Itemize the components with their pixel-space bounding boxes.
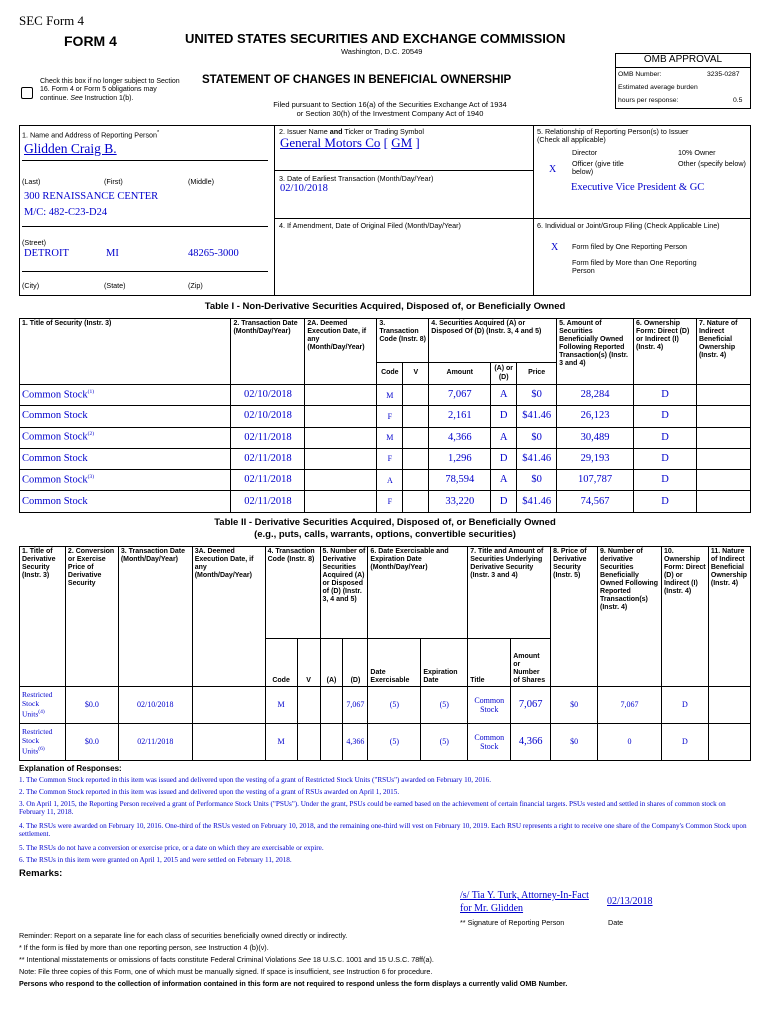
t2-h-amt-sub: Amount or Number of Shares <box>511 639 551 687</box>
t2-h-title: 1. Title of Derivative Security (Instr. 3) <box>20 547 66 687</box>
t1-date: 02/11/2018 <box>231 448 305 469</box>
t1-h-deemed: 2A. Deemed Execution Date, if any (Month/Day/Year) <box>305 319 377 385</box>
t2-owned: 7,067 <box>598 687 662 724</box>
t1-amount: 2,161 <box>429 406 491 427</box>
t2-v <box>297 687 320 724</box>
t1-nature <box>696 491 750 512</box>
t2-owned: 0 <box>598 724 662 761</box>
t2-dprice: $0 <box>551 687 598 724</box>
t1-v <box>403 385 429 406</box>
explanation-note: 3. On April 1, 2015, the Reporting Person received a grant of Performance Stock Units ("PSUs"). Under the grant, PSUs could be earned based on the achievement of certain financial targets. PSUs vested and settled in shares of common stock on February 11, 2018. <box>19 800 726 817</box>
t1-price: $0 <box>517 470 557 491</box>
footer-star: * If the form is filed by more than one reporting person, see Instruction 4 (b)(v). <box>19 943 269 952</box>
t2-deemed <box>192 724 265 761</box>
t1-v <box>403 448 429 469</box>
issuer-name[interactable]: General Motors Co [ GM ] <box>280 135 420 150</box>
t1-v <box>403 406 429 427</box>
t1-nature <box>696 427 750 448</box>
state-value: MI <box>106 248 119 259</box>
t2-form: D <box>661 687 708 724</box>
other-option[interactable]: Other (specify below) <box>678 159 746 168</box>
t2-deemed <box>192 687 265 724</box>
t2-form: D <box>661 724 708 761</box>
t1-form: D <box>634 406 697 427</box>
t1-title-cell <box>20 406 231 427</box>
t1-ad: A <box>491 427 517 448</box>
agency-city: Washington, D.C. 20549 <box>341 47 423 56</box>
t1-price: $41.46 <box>517 448 557 469</box>
t2-d: 7,067 <box>343 687 368 724</box>
t2-nature <box>708 724 750 761</box>
t1-date: 02/11/2018 <box>231 491 305 512</box>
t1-price: $0 <box>517 427 557 448</box>
t2-h-exercisable: 6. Date Exercisable and Expiration Date (Month/Day/Year) <box>368 547 468 639</box>
t2-exer: (5) <box>368 687 421 724</box>
form-title: FORM 4 <box>64 33 117 49</box>
t1-h-code-sub: Code <box>377 363 403 385</box>
t1-h-v-sub: V <box>403 363 429 385</box>
table1-title: Table I - Non-Derivative Securities Acquired, Disposed of, or Beneficially Owned <box>204 301 566 312</box>
t1-form: D <box>634 385 697 406</box>
t2-a <box>320 687 343 724</box>
footnote-ref: (3) <box>87 474 95 481</box>
date-label: Date <box>608 918 624 927</box>
t2-h-exp-sub: Expiration Date <box>421 639 468 687</box>
t2-exp: (5) <box>421 724 468 761</box>
t2-h-owned: 9. Number of derivative Securities Beneficially Owned Following Reported Transaction(s) (Instr. 4) <box>598 547 662 687</box>
t1-h-title: 1. Title of Security (Instr. 3) <box>20 319 231 385</box>
t2-dprice: $0 <box>551 724 598 761</box>
t1-ad: A <box>491 385 517 406</box>
t2-h-d-sub: (D) <box>343 639 368 687</box>
table-row <box>20 687 751 724</box>
t1-price: $41.46 <box>517 406 557 427</box>
t1-h-code: 3. Transaction Code (Instr. 8) <box>377 319 429 363</box>
t2-code: M <box>265 724 297 761</box>
t2-h-underlying: 7. Title and Amount of Securities Underlying Derivative Security (Instr. 3 and 4) <box>468 547 551 639</box>
security-title: Common Stock <box>22 410 88 422</box>
t1-amount: 78,594 <box>429 470 491 491</box>
t1-form: D <box>634 448 697 469</box>
signature-label: ** Signature of Reporting Person <box>460 918 565 927</box>
t1-amount: 1,296 <box>429 448 491 469</box>
signature: /s/ Tia Y. Turk, Attorney-In-Fact for Mr. Glidden <box>460 890 589 914</box>
table-row <box>20 448 751 469</box>
t1-code: M <box>377 427 403 448</box>
t1-nature <box>696 470 750 491</box>
city-label: (City) <box>22 281 40 290</box>
footnote-ref: (1) <box>87 388 95 395</box>
multiple-person-option[interactable]: Form filed by More than One Reporting Person <box>572 258 697 276</box>
t1-owned: 74,567 <box>557 491 634 512</box>
t2-price: $0.0 <box>65 687 118 724</box>
t1-h-nature: 7. Nature of Indirect Beneficial Ownership (Instr. 4) <box>696 319 750 385</box>
table2-subtitle: (e.g., puts, calls, warrants, options, convertible securities) <box>254 529 516 540</box>
t2-h-price: 2. Conversion or Exercise Price of Derivative Security <box>65 547 118 687</box>
officer-title: Executive Vice President & GC <box>571 182 705 193</box>
t1-form: D <box>634 491 697 512</box>
footnote-ref: (2) <box>87 431 95 438</box>
footer-note: Note: File three copies of this Form, one of which must be manually signed. If space is insufficient, see Instruction 6 for procedure. <box>19 967 433 976</box>
t1-form: D <box>634 427 697 448</box>
t2-exp: (5) <box>421 687 468 724</box>
statement-title: STATEMENT OF CHANGES IN BENEFICIAL OWNERSHIP <box>202 74 512 86</box>
t1-date: 02/11/2018 <box>231 427 305 448</box>
t2-under: Common Stock <box>468 724 511 761</box>
remarks-title: Remarks: <box>19 868 63 879</box>
agency-name: UNITED STATES SECURITIES AND EXCHANGE COMMISSION <box>185 31 566 46</box>
t1-ad: D <box>491 448 517 469</box>
table-row <box>20 724 751 761</box>
derivative-title: Restricted Stock Units <box>22 690 53 719</box>
derivative-title: Restricted Stock Units <box>22 727 53 756</box>
reporting-person-name[interactable]: Glidden Craig B. <box>24 141 117 156</box>
explanation-note: 1. The Common Stock reported in this item was issued and delivered upon the vesting of a grant of Restricted Stock Units ("RSUs") awarded on February 10, 2016. <box>19 776 492 784</box>
one-person-check[interactable]: X <box>551 242 559 253</box>
city-value: DETROIT <box>24 248 69 259</box>
table-row <box>20 385 751 406</box>
t2-h-ttl-sub: Title <box>468 639 511 687</box>
earliest-date: 02/10/2018 <box>280 183 328 194</box>
t1-title-cell <box>20 448 231 469</box>
t2-date: 02/11/2018 <box>118 724 192 761</box>
t1-ad: D <box>491 491 517 512</box>
relationship-label: 5. Relationship of Reporting Person(s) to Issuer (Check all applicable) <box>537 127 689 145</box>
t1-h-price-sub: Price <box>517 363 557 385</box>
t1-date: 02/10/2018 <box>231 406 305 427</box>
omb-hours: 0.5 <box>733 97 743 104</box>
table-row <box>20 491 751 512</box>
middle-label: (Middle) <box>188 177 214 186</box>
omb-title: OMB APPROVAL <box>643 54 723 65</box>
t1-amount: 7,067 <box>429 385 491 406</box>
t2-h-v-sub: V <box>297 639 320 687</box>
t1-ad: A <box>491 470 517 491</box>
t1-nature <box>696 406 750 427</box>
table-row <box>20 406 751 427</box>
section16-text: Check this box if no longer subject to Section 16. Form 4 or Form 5 obligations may continue. See Instruction 1(b). <box>40 78 180 102</box>
omb-hours-label: hours per response: <box>618 97 679 104</box>
t1-amount: 33,220 <box>429 491 491 512</box>
footer-reminder: Reminder: Report on a separate line for each class of securities beneficially owned directly or indirectly. <box>19 931 348 940</box>
t1-owned: 30,489 <box>557 427 634 448</box>
footer-omb: Persons who respond to the collection of information contained in this form are not required to respond unless the form displays a currently valid OMB Number. <box>19 979 568 988</box>
t1-title-cell <box>20 470 231 491</box>
t2-h-number: 5. Number of Derivative Securities Acquired (A) or Disposed of (D) (Instr. 3, 4 and 5) <box>320 547 368 639</box>
security-title: Common Stock <box>22 495 88 507</box>
t2-h-code-sub: Code <box>265 639 297 687</box>
t1-deemed <box>305 470 377 491</box>
t1-deemed <box>305 406 377 427</box>
t1-v <box>403 470 429 491</box>
one-person-option[interactable]: Form filed by One Reporting Person <box>572 242 688 251</box>
t2-title-cell <box>20 724 66 761</box>
t2-under: Common Stock <box>468 687 511 724</box>
explanation-note: 4. The RSUs were awarded on February 10, 2016. One-third of the RSUs vested on February 10, 2018, and the remaining one-third will vest on February 10, 2019. Each RSU represents a right to receive one share of the Company's Common Stock upon settlement. <box>19 822 747 839</box>
t2-h-date: 3. Transaction Date (Month/Day/Year) <box>118 547 192 687</box>
t1-h-securities: 4. Securities Acquired (A) or Disposed Of (D) (Instr. 3, 4 and 5) <box>429 319 557 363</box>
t1-h-date: 2. Transaction Date (Month/Day/Year) <box>231 319 305 385</box>
t2-h-nature: 11. Nature of Indirect Beneficial Ownership (Instr. 4) <box>708 547 750 687</box>
first-label: (First) <box>104 177 123 186</box>
section16-checkbox[interactable] <box>21 87 33 99</box>
t1-deemed <box>305 385 377 406</box>
security-title: Common Stock <box>22 431 88 443</box>
zip-value: 48265-3000 <box>188 248 239 259</box>
table-row <box>20 470 751 491</box>
security-title: Common Stock <box>22 389 88 401</box>
table-row <box>20 427 751 448</box>
t1-owned: 26,123 <box>557 406 634 427</box>
zip-label: (Zip) <box>188 281 203 290</box>
t1-price: $0 <box>517 385 557 406</box>
table1 <box>19 318 751 513</box>
table2 <box>19 546 751 761</box>
t2-h-dprice: 8. Price of Derivative Security (Instr. 5) <box>551 547 598 687</box>
t1-owned: 28,284 <box>557 385 634 406</box>
omb-number: 3235-0287 <box>707 71 740 78</box>
address-line-1: 300 RENAISSANCE CENTER <box>24 191 159 202</box>
earliest-date-label: 3. Date of Earliest Transaction (Month/Day/Year) <box>279 174 434 183</box>
t1-owned: 107,787 <box>557 470 634 491</box>
t1-date: 02/10/2018 <box>231 385 305 406</box>
footnote-ref: (4) <box>38 708 45 715</box>
security-title: Common Stock <box>22 453 88 464</box>
t1-title-cell <box>20 491 231 512</box>
t1-title-cell <box>20 385 231 406</box>
footer-violations: ** Intentional misstatements or omissions of facts constitute Federal Criminal Violations See 18 U.S.C. 1001 and 15 U.S.C. 78ff(a). <box>19 955 434 964</box>
filed-pursuant-1: Filed pursuant to Section 16(a) of the Securities Exchange Act of 1934 <box>273 100 507 109</box>
table2-title: Table II - Derivative Securities Acquired, Disposed of, or Beneficially Owned <box>214 517 556 528</box>
t2-nature <box>708 687 750 724</box>
reporting-person-label: 1. Name and Address of Reporting Person* <box>22 130 160 140</box>
t1-nature <box>696 448 750 469</box>
owner-option[interactable]: 10% Owner <box>678 148 716 157</box>
t1-h-owned: 5. Amount of Securities Beneficially Owned Following Reported Transaction(s) (Instr. 3 and 4) <box>557 319 634 385</box>
explanation-note: 2. The Common Stock reported in this item was issued and delivered upon the vesting of a grant of RSUs awarded on April 1, 2015. <box>19 788 400 796</box>
t2-h-deemed: 3A. Deemed Execution Date, if any (Month/Day/Year) <box>192 547 265 687</box>
t1-deemed <box>305 491 377 512</box>
footnote-ref: (6) <box>38 745 45 752</box>
address-line-2: M/C: 482-C23-D24 <box>24 207 108 218</box>
t2-date: 02/10/2018 <box>118 687 192 724</box>
t1-v <box>403 427 429 448</box>
t2-h-exer-sub: Date Exercisable <box>368 639 421 687</box>
t1-deemed <box>305 427 377 448</box>
security-title: Common Stock <box>22 474 88 486</box>
t2-v <box>297 724 320 761</box>
t1-amount: 4,366 <box>429 427 491 448</box>
filed-pursuant-2: or Section 30(h) of the Investment Company Act of 1940 <box>296 109 484 118</box>
t1-owned: 29,193 <box>557 448 634 469</box>
filing-label: 6. Individual or Joint/Group Filing (Check Applicable Line) <box>537 221 720 230</box>
issuer-label: 2. Issuer Name and Ticker or Trading Symbol <box>279 127 425 136</box>
t1-ad: D <box>491 406 517 427</box>
omb-burden-label: Estimated average burden <box>618 84 698 91</box>
t1-h-amount-sub: Amount <box>429 363 491 385</box>
t2-h-a-sub: (A) <box>320 639 343 687</box>
t1-h-aod-sub: (A) or (D) <box>491 363 517 385</box>
t1-v <box>403 491 429 512</box>
t2-d: 4,366 <box>343 724 368 761</box>
explanation-note: 5. The RSUs do not have a conversion or exercise price, or a date on which they are exercisable or expire. <box>19 844 324 852</box>
amendment-label: 4. If Amendment, Date of Original Filed (Month/Day/Year) <box>279 221 461 230</box>
t2-h-form: 10. Ownership Form: Direct (D) or Indirect (I) (Instr. 4) <box>661 547 708 687</box>
t1-price: $41.46 <box>517 491 557 512</box>
t2-code: M <box>265 687 297 724</box>
t2-h-code: 4. Transaction Code (Instr. 8) <box>265 547 320 639</box>
t2-title-cell <box>20 687 66 724</box>
t1-code: F <box>377 406 403 427</box>
officer-check[interactable]: X <box>549 164 557 175</box>
sec-form-label: SEC Form 4 <box>19 13 85 28</box>
t1-date: 02/11/2018 <box>231 470 305 491</box>
t2-amt: 7,067 <box>511 687 551 724</box>
omb-number-label: OMB Number: <box>618 71 662 78</box>
director-option[interactable]: Director <box>572 148 598 157</box>
t2-a <box>320 724 343 761</box>
explanation-title: Explanation of Responses: <box>19 764 122 773</box>
street-label: (Street) <box>22 238 46 247</box>
t1-form: D <box>634 470 697 491</box>
t1-code: F <box>377 491 403 512</box>
explanation-note: 6. The RSUs in this item were granted on April 1, 2015 and were settled on February 11, 2018. <box>19 856 292 864</box>
t1-deemed <box>305 448 377 469</box>
t2-amt: 4,366 <box>511 724 551 761</box>
officer-option[interactable]: Officer (give title below) <box>572 159 624 177</box>
t1-h-form: 6. Ownership Form: Direct (D) or Indirect (I) (Instr. 4) <box>634 319 697 385</box>
t2-price: $0.0 <box>65 724 118 761</box>
state-label: (State) <box>104 281 126 290</box>
signature-date: 02/13/2018 <box>607 896 653 907</box>
t1-code: M <box>377 385 403 406</box>
t1-code: F <box>377 448 403 469</box>
last-label: (Last) <box>22 177 41 186</box>
t1-code: A <box>377 470 403 491</box>
t1-nature <box>696 385 750 406</box>
t1-title-cell <box>20 427 231 448</box>
t2-exer: (5) <box>368 724 421 761</box>
